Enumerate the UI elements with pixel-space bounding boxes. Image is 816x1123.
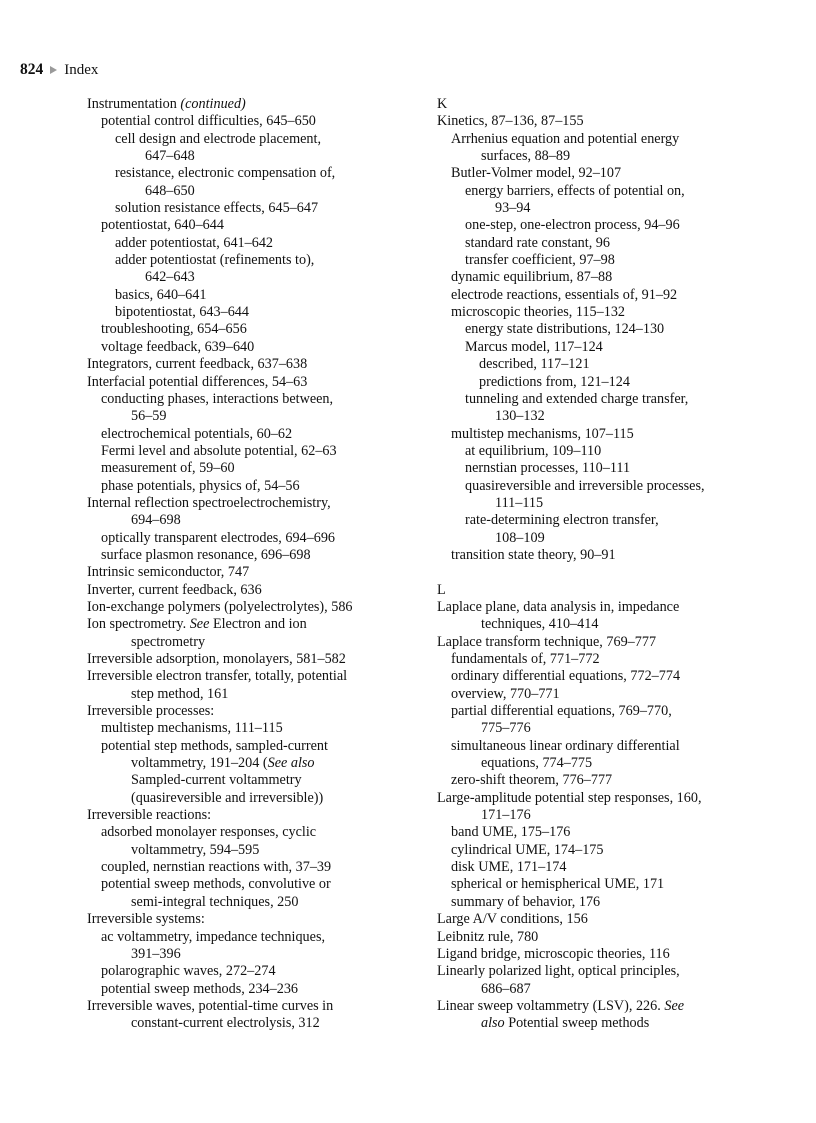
index-entry: Internal reflection spectroelectrochemistry, bbox=[87, 494, 331, 511]
index-entry: Large A/V conditions, 156 bbox=[437, 911, 588, 928]
index-entry: Irreversible systems: bbox=[87, 911, 205, 928]
index-entry: Sampled-current voltammetry bbox=[131, 772, 302, 789]
index-entry: 108–109 bbox=[495, 529, 545, 546]
index-entry: Integrators, current feedback, 637–638 bbox=[87, 356, 308, 373]
index-entry: potential sweep methods, 234–236 bbox=[101, 980, 299, 997]
index-entry: 775–776 bbox=[481, 720, 531, 737]
index-entry: step method, 161 bbox=[131, 685, 229, 702]
index-entry: Laplace transform technique, 769–777 bbox=[437, 633, 657, 650]
index-entry: multistep mechanisms, 111–115 bbox=[101, 720, 283, 737]
index-entry: adder potentiostat (refinements to), bbox=[115, 252, 315, 269]
index-entry: Fermi level and absolute potential, 62–63 bbox=[101, 442, 337, 459]
index-entry: resistance, electronic compensation of, bbox=[115, 165, 336, 182]
index-column-left bbox=[87, 96, 407, 1033]
index-entry: predictions from, 121–124 bbox=[479, 373, 630, 390]
index-entry: measurement of, 59–60 bbox=[101, 460, 235, 477]
index-entry: solution resistance effects, 645–647 bbox=[115, 200, 319, 217]
index-entry: adsorbed monolayer responses, cyclic bbox=[101, 824, 317, 841]
index-entry: Irreversible waves, potential-time curves in bbox=[87, 997, 334, 1014]
index-entry: basics, 640–641 bbox=[115, 286, 207, 303]
index-entry: Arrhenius equation and potential energy bbox=[451, 130, 680, 147]
index-entry: phase potentials, physics of, 54–56 bbox=[101, 477, 300, 494]
index-entry: surfaces, 88–89 bbox=[481, 148, 571, 165]
index-entry: quasireversible and irreversible processes, bbox=[465, 477, 705, 494]
index-entry: conducting phases, interactions between, bbox=[101, 390, 334, 407]
index-entry: nernstian processes, 110–111 bbox=[465, 460, 631, 477]
index-entry: Interfacial potential differences, 54–63 bbox=[87, 373, 308, 390]
index-entry: Irreversible electron transfer, totally, potential bbox=[87, 668, 348, 685]
index-entry: 93–94 bbox=[495, 200, 531, 217]
index-entry: electrode reactions, essentials of, 91–92 bbox=[451, 286, 678, 303]
index-entry: voltammetry, 191–204 (See also bbox=[131, 755, 315, 772]
index-entry: 111–115 bbox=[495, 494, 544, 511]
index-entry: rate-determining electron transfer, bbox=[465, 512, 659, 529]
index-entry: energy state distributions, 124–130 bbox=[465, 321, 665, 338]
index-entry: Ligand bridge, microscopic theories, 116 bbox=[437, 945, 670, 962]
index-entry: ac voltammetry, impedance techniques, bbox=[101, 928, 326, 945]
section-title: Index bbox=[64, 62, 99, 78]
index-column-right bbox=[437, 96, 787, 1033]
index-entry: Inverter, current feedback, 636 bbox=[87, 581, 262, 598]
index-entry: partial differential equations, 769–770, bbox=[451, 703, 672, 720]
index-entry: Leibnitz rule, 780 bbox=[437, 928, 539, 945]
index-entry: Laplace plane, data analysis in, impedance bbox=[437, 598, 680, 615]
index-entry: Ion-exchange polymers (polyelectrolytes), 586 bbox=[87, 598, 353, 615]
index-entry: 694–698 bbox=[131, 512, 181, 529]
index-entry: Butler-Volmer model, 92–107 bbox=[451, 165, 622, 182]
index-entry: voltage feedback, 639–640 bbox=[101, 338, 255, 355]
index-entry: equations, 774–775 bbox=[481, 755, 593, 772]
index-entry: disk UME, 171–174 bbox=[451, 859, 567, 876]
index-entry: at equilibrium, 109–110 bbox=[465, 442, 602, 459]
index-entry: constant-current electrolysis, 312 bbox=[131, 1015, 320, 1032]
index-entry: semi-integral techniques, 250 bbox=[131, 893, 299, 910]
index-entry: described, 117–121 bbox=[479, 356, 590, 373]
index-entry: 647–648 bbox=[145, 148, 195, 165]
index-entry: L bbox=[437, 581, 446, 598]
index-entry: troubleshooting, 654–656 bbox=[101, 321, 247, 338]
index-entry: electrochemical potentials, 60–62 bbox=[101, 425, 293, 442]
index-entry: potential sweep methods, convolutive or bbox=[101, 876, 331, 893]
index-entry: Instrumentation (continued) bbox=[87, 96, 246, 112]
index-entry: Irreversible reactions: bbox=[87, 807, 212, 824]
index-entry: 171–176 bbox=[481, 807, 531, 824]
index-entry: Ion spectrometry. See Electron and ion bbox=[87, 616, 307, 633]
index-entry: 130–132 bbox=[495, 408, 545, 425]
index-entry: 391–396 bbox=[131, 945, 181, 962]
index-entry: cell design and electrode placement, bbox=[115, 130, 322, 147]
index-entry: band UME, 175–176 bbox=[451, 824, 571, 841]
page-number: 824 bbox=[20, 61, 44, 78]
index-entry: Intrinsic semiconductor, 747 bbox=[87, 564, 250, 581]
index-entry: transition state theory, 90–91 bbox=[451, 546, 616, 563]
section-spacer bbox=[437, 564, 787, 581]
triangle-arrow-icon bbox=[50, 66, 57, 74]
index-entry: ordinary differential equations, 772–774 bbox=[451, 668, 681, 685]
index-entry: Irreversible processes: bbox=[87, 703, 215, 720]
index-entry: tunneling and extended charge transfer, bbox=[465, 390, 689, 407]
index-entry: cylindrical UME, 174–175 bbox=[451, 841, 604, 858]
index-entry: one-step, one-electron process, 94–96 bbox=[465, 217, 680, 234]
index-entry: bipotentiostat, 643–644 bbox=[115, 304, 249, 321]
index-entry: potential step methods, sampled-current bbox=[101, 737, 328, 754]
index-entry: surface plasmon resonance, 696–698 bbox=[101, 546, 311, 563]
index-entry: 648–650 bbox=[145, 182, 195, 199]
index-entry: simultaneous linear ordinary differential bbox=[451, 737, 680, 754]
index-entry: spherical or hemispherical UME, 171 bbox=[451, 876, 665, 893]
index-entry: polarographic waves, 272–274 bbox=[101, 963, 276, 980]
index-entry: transfer coefficient, 97–98 bbox=[465, 252, 615, 269]
index-entry: voltammetry, 594–595 bbox=[131, 841, 260, 858]
index-entry: 642–643 bbox=[145, 269, 195, 286]
index-entry: (quasireversible and irreversible)) bbox=[131, 789, 324, 806]
index-entry: fundamentals of, 771–772 bbox=[451, 651, 600, 667]
index-entry: summary of behavior, 176 bbox=[451, 893, 601, 910]
index-entry: 686–687 bbox=[481, 980, 531, 997]
index-entry: microscopic theories, 115–132 bbox=[451, 304, 626, 321]
index-entry: potential control difficulties, 645–650 bbox=[101, 113, 316, 130]
index-entry: potentiostat, 640–644 bbox=[101, 217, 224, 234]
index-entry: Irreversible adsorption, monolayers, 581–582 bbox=[87, 651, 346, 667]
index-entry: multistep mechanisms, 107–115 bbox=[451, 425, 634, 442]
index-entry: energy barriers, effects of potential on, bbox=[465, 182, 685, 199]
index-entry: spectrometry bbox=[131, 633, 206, 650]
index-entry: 56–59 bbox=[131, 408, 167, 425]
index-entry: coupled, nernstian reactions with, 37–39 bbox=[101, 859, 332, 876]
index-entry: Linear sweep voltammetry (LSV), 226. See bbox=[437, 997, 685, 1014]
index-entry: Marcus model, 117–124 bbox=[465, 338, 603, 355]
index-entry: also Potential sweep methods bbox=[481, 1015, 650, 1032]
index-entry: overview, 770–771 bbox=[451, 685, 560, 702]
index-entry: optically transparent electrodes, 694–696 bbox=[101, 529, 336, 546]
index-entry: Linearly polarized light, optical principles, bbox=[437, 963, 680, 980]
index-entry: Kinetics, 87–136, 87–155 bbox=[437, 113, 584, 130]
index-entry: techniques, 410–414 bbox=[481, 616, 599, 633]
index-entry: Large-amplitude potential step responses, 160, bbox=[437, 789, 702, 806]
running-header bbox=[20, 61, 98, 79]
index-entry: standard rate constant, 96 bbox=[465, 234, 610, 251]
index-entry: zero-shift theorem, 776–777 bbox=[451, 772, 613, 789]
index-entry: dynamic equilibrium, 87–88 bbox=[451, 269, 613, 286]
index-entry: adder potentiostat, 641–642 bbox=[115, 234, 274, 251]
index-entry: K bbox=[437, 96, 448, 112]
